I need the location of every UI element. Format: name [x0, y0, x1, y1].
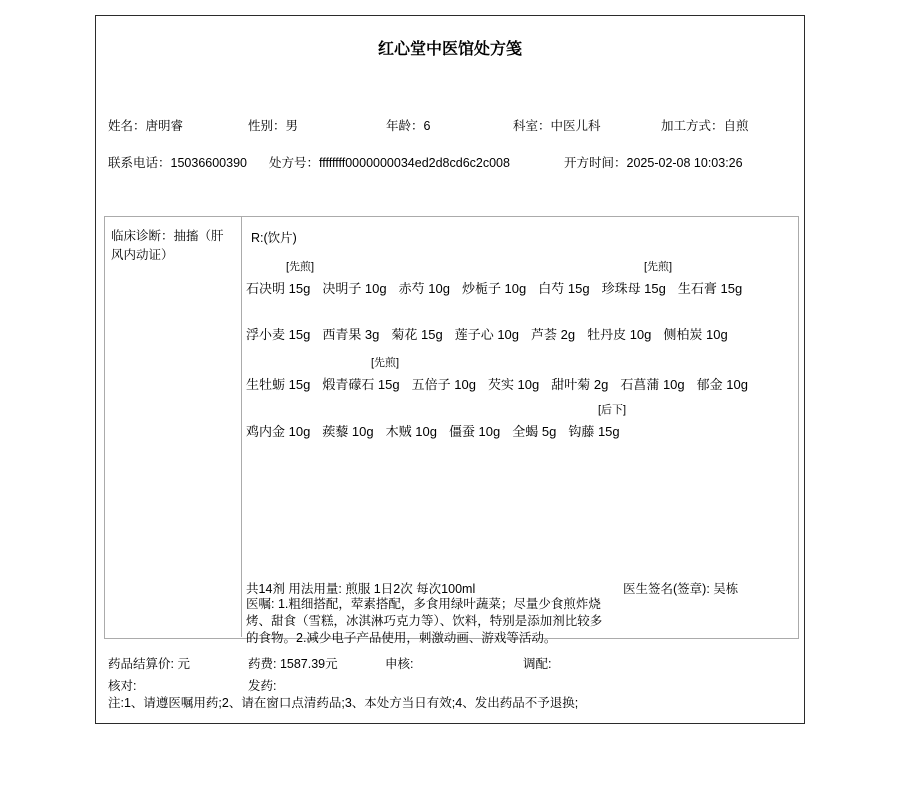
field-label: 年龄： [386, 119, 424, 133]
settlement-price-field [108, 654, 190, 672]
rx-header: R:(饮片) [251, 231, 297, 245]
field-value: 2025-02-08 10:03:26 [626, 156, 743, 170]
field-label: 姓名： [108, 119, 146, 133]
medical-advice: 医嘱: 1.粗细搭配，荤素搭配，多食用绿叶蔬菜；尽量少食煎炸烧烤、甜食（雪糕，冰淇淋巧克力等）、饮料，特别是添加剂比较多的食物。2.减少电子产品使用，刺激动画、游戏等活动。 [246, 597, 603, 645]
herb-item: 蒺藜 10g [322, 424, 374, 439]
phone-field [108, 153, 247, 171]
decoction-method-note: [先煎] [644, 261, 673, 273]
herb-item: 五倍子 10g [411, 377, 476, 392]
herb-item: 决明子 10g [322, 281, 387, 296]
field-label: 联系电话： [108, 156, 171, 170]
decoction-method-note: [后下] [598, 404, 627, 416]
doctor-name: 吴栋 [713, 582, 739, 596]
herb-item: 侧柏炭 10g [663, 327, 728, 342]
field-label: 性别： [248, 119, 286, 133]
field-value: 唐明睿 [145, 119, 184, 133]
decoction-method-note: [先煎] [286, 261, 315, 273]
herb-item: 浮小麦 15g [246, 327, 311, 342]
issue-field: 发药: [248, 679, 277, 693]
herb-item: 白芍 15g [538, 281, 590, 296]
herb-line-4 [246, 404, 632, 439]
diagnosis-cell [104, 216, 242, 637]
herb-item: 甜叶菊 2g [551, 377, 609, 392]
dosage-usage-line: 共14剂 用法用量: 煎服 1日2次 每次100ml [246, 582, 476, 596]
herb-item: 生石膏 15g [677, 281, 743, 296]
patient-gender-field [248, 116, 298, 134]
doctor-signature-field [623, 579, 738, 597]
prescription-sheet [95, 15, 805, 724]
decoction-method-note: [先煎] [371, 357, 400, 369]
herb-item: 钩藤 15g [568, 424, 620, 439]
patient-age-field [386, 116, 430, 134]
herb-item: 牡丹皮 10g [587, 327, 652, 342]
herb-item: 西青果 3g [322, 327, 380, 342]
herb-item: 菊花 15g [391, 327, 443, 342]
field-label: 药品结算价: [108, 657, 178, 671]
herb-item: 珍珠母 15g [601, 281, 666, 296]
field-value: 男 [285, 119, 299, 133]
herb-item: 石决明 15g [246, 281, 311, 296]
field-value: 6 [423, 119, 431, 133]
patient-name-field [108, 116, 183, 134]
herb-item: 芦荟 2g [531, 327, 576, 342]
clinical-diagnosis [111, 227, 235, 265]
herb-item: 芡实 10g [487, 377, 540, 392]
field-label: 药费: [248, 657, 280, 671]
field-label: 处方号： [269, 156, 320, 170]
herb-item: 赤芍 10g [398, 281, 450, 296]
herb-item: 炒栀子 10g [461, 281, 527, 296]
field-value: ffffffff0000000034ed2d8cd6c2c008 [319, 156, 510, 170]
herb-item: 郁金 10g [696, 377, 748, 392]
herb-item: 石菖蒲 10g [620, 377, 685, 392]
field-label: 医生签名(签章): [623, 582, 714, 596]
herb-item: 生牡蛎 15g [246, 377, 311, 392]
herb-item: 木贼 10g [385, 424, 437, 439]
processing-method-field [661, 116, 749, 134]
field-value: 中医儿科 [550, 119, 601, 133]
herb-line-3 [246, 357, 760, 392]
field-value: 自煎 [723, 119, 749, 133]
field-value: 抽搐（肝风内动证） [111, 229, 224, 262]
footnote: 注:1、请遵医嘱用药;2、请在窗口点清药品;3、本处方当日有效;4、发出药品不予退换; [108, 696, 579, 710]
field-value: 元 [177, 657, 190, 671]
review-field: 申核: [385, 657, 414, 671]
herb-item: 全蝎 5g [512, 424, 557, 439]
dispense-field: 调配: [523, 657, 552, 671]
field-value: 1587.39元 [279, 657, 338, 671]
field-label: 科室： [513, 119, 551, 133]
field-value: 15036600390 [170, 156, 247, 170]
field-label: 开方时间： [564, 156, 627, 170]
herb-item: 僵蚕 10g [448, 424, 501, 439]
herb-item: 煅青礞石 15g [322, 377, 400, 392]
herb-line-1 [246, 261, 754, 296]
prescription-number-field [269, 153, 510, 171]
field-label: 临床诊断： [111, 229, 174, 243]
herb-item: 鸡内金 10g [246, 424, 311, 439]
herb-item: 莲子心 10g [454, 327, 520, 342]
prescription-time-field [564, 153, 743, 171]
page-title: 红心堂中医馆处方笺 [377, 41, 522, 58]
department-field [513, 116, 601, 134]
herb-line-2 [246, 324, 740, 340]
field-label: 加工方式： [661, 119, 724, 133]
check-field: 核对: [108, 679, 137, 693]
fee-field [248, 654, 338, 672]
